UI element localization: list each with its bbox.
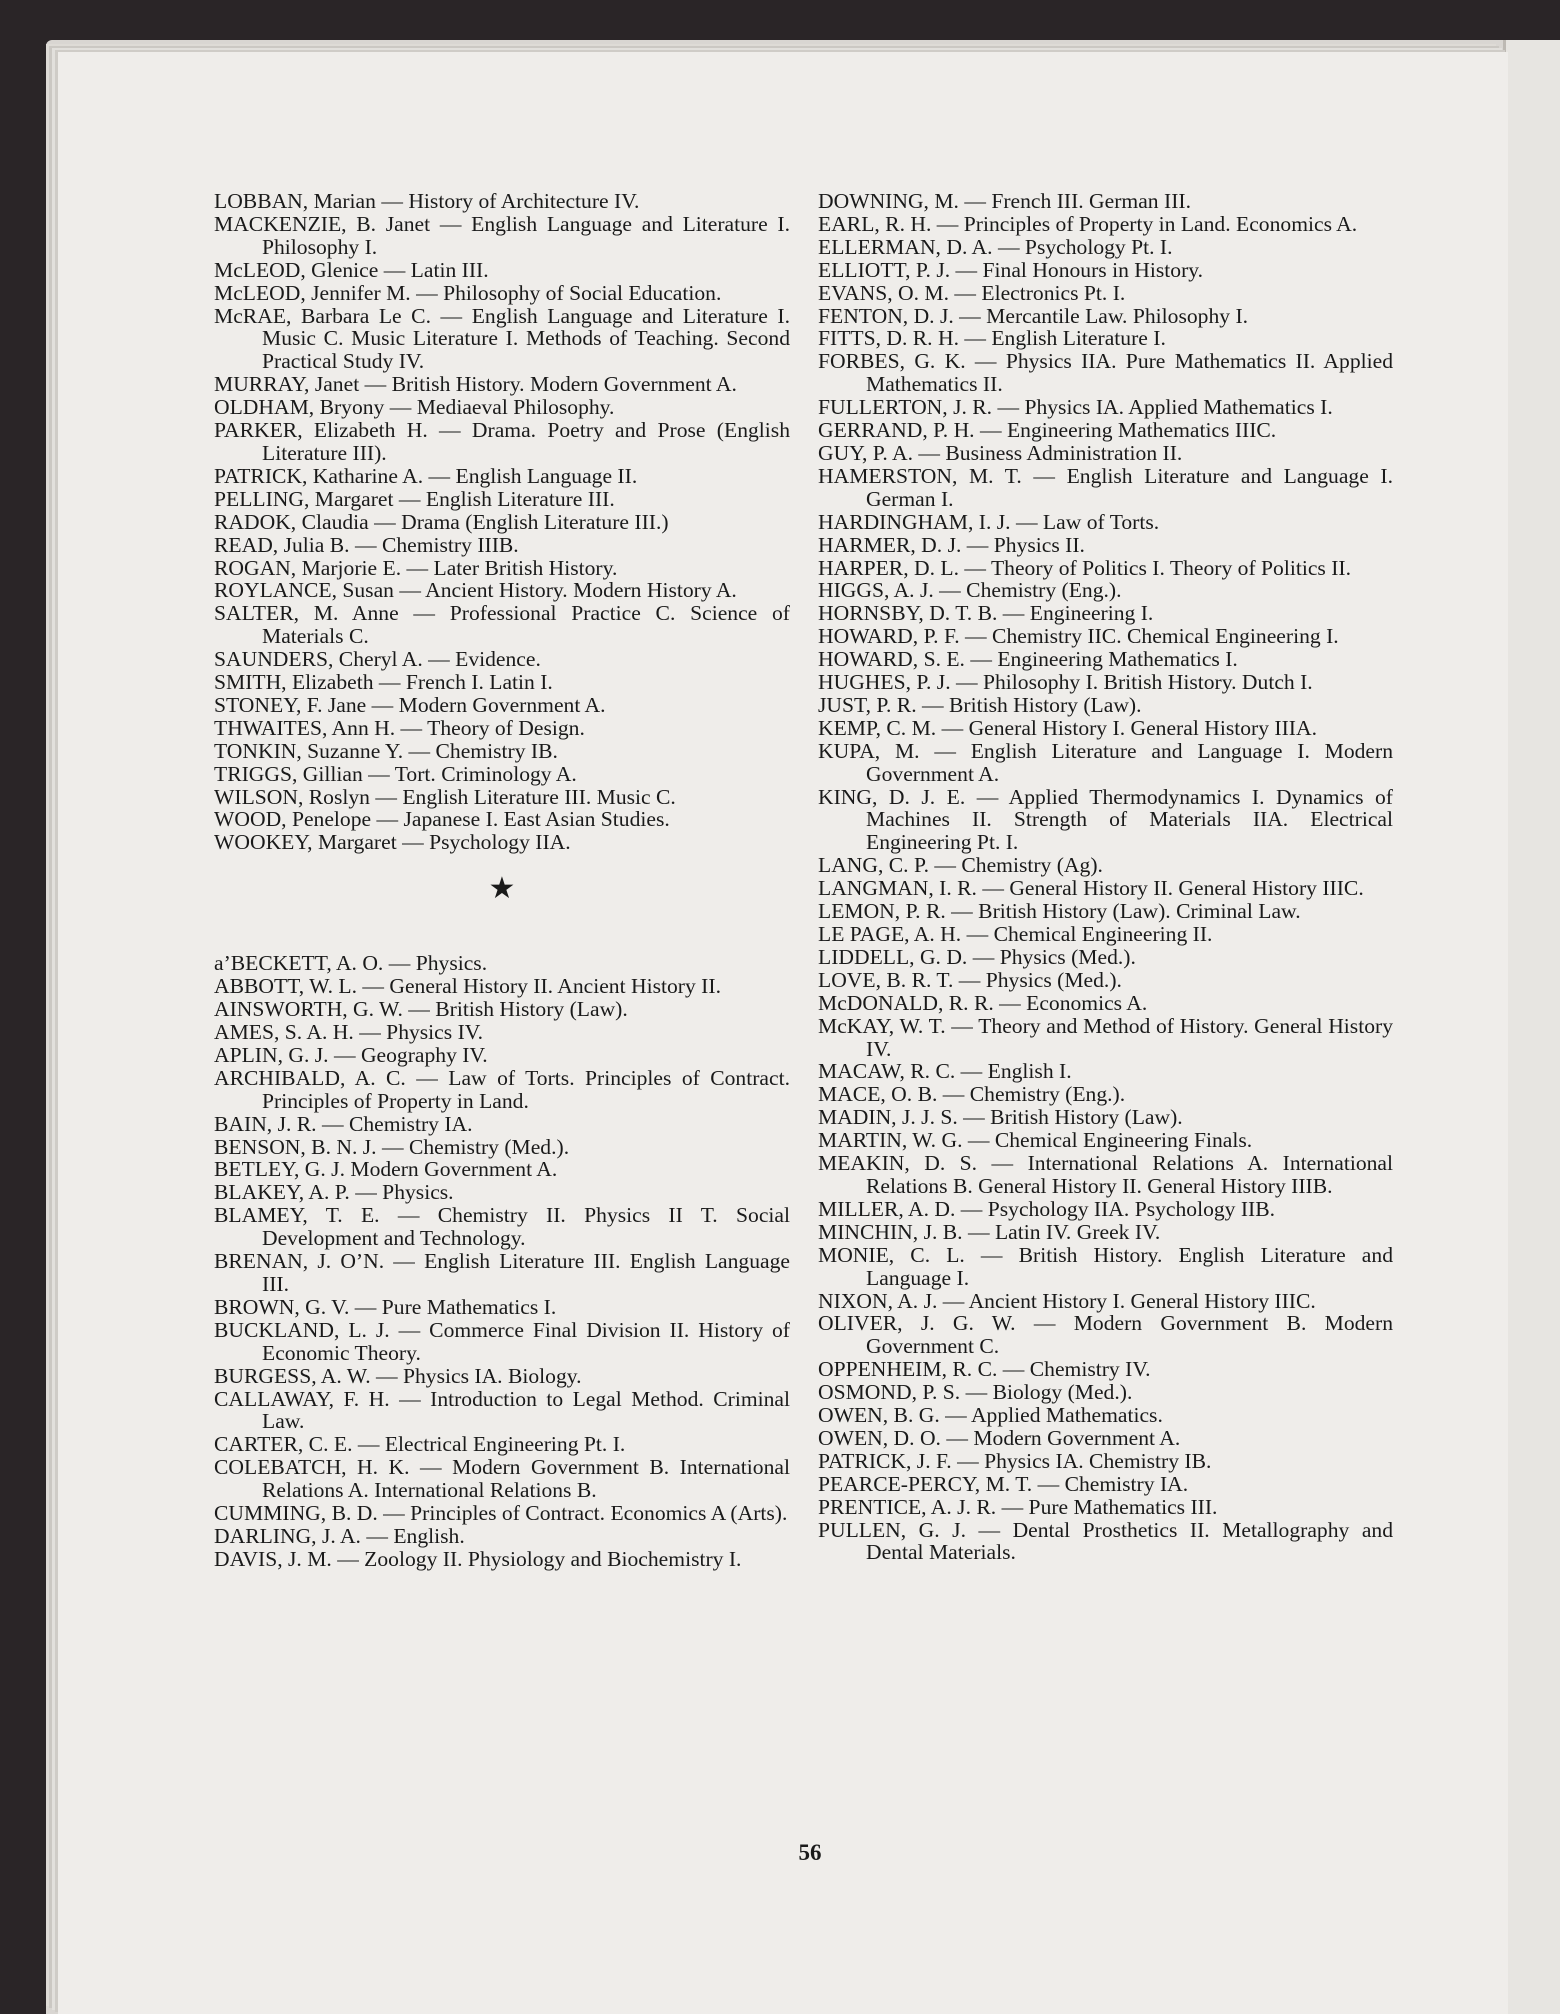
right-column xyxy=(818,190,1393,1564)
list-item: ROGAN, Marjorie E. — Later British History. xyxy=(214,555,618,580)
list-item: LOBBAN, Marian — History of Architecture IV. xyxy=(214,189,640,213)
list-item: MACAW, R. C. — English I. xyxy=(818,1059,1072,1084)
list-item: COLEBATCH, H. K. — Modern Government B. International Relations A. International Relations B. xyxy=(214,1455,790,1503)
left-column xyxy=(214,190,790,1571)
list-item: MACKENZIE, B. Janet — English Language and Literature I. Philosophy I. xyxy=(214,211,790,259)
list-item: EARL, R. H. — Principles of Property in Land. Economics A. xyxy=(818,211,1358,236)
list-item: OWEN, D. O. — Modern Government A. xyxy=(818,1425,1181,1450)
list-item: BURGESS, A. W. — Physics IA. Biology. xyxy=(214,1363,582,1388)
list-item: KUPA, M. — English Literature and Language I. Modern Government A. xyxy=(818,738,1393,786)
list-item: DARLING, J. A. — English. xyxy=(214,1523,465,1548)
list-item: APLIN, G. J. — Geography IV. xyxy=(214,1042,488,1067)
list-item: MADIN, J. J. S. — British History (Law). xyxy=(818,1105,1183,1130)
list-item: JUST, P. R. — British History (Law). xyxy=(818,692,1142,717)
list-item: MILLER, A. D. — Psychology IIA. Psychology IIB. xyxy=(818,1196,1276,1221)
list-item: PULLEN, G. J. — Dental Prosthetics II. Metallography and Dental Materials. xyxy=(818,1517,1393,1565)
list-item: DOWNING, M. — French III. German III. xyxy=(818,189,1191,213)
list-item: HARDINGHAM, I. J. — Law of Torts. xyxy=(818,509,1160,534)
facing-page-edge xyxy=(1503,40,1560,2014)
list-item: FITTS, D. R. H. — English Literature I. xyxy=(818,326,1166,351)
list-item: EVANS, O. M. — Electronics Pt. I. xyxy=(818,280,1126,305)
list-item: MINCHIN, J. B. — Latin IV. Greek IV. xyxy=(818,1219,1161,1244)
list-item: MACE, O. B. — Chemistry (Eng.). xyxy=(818,1082,1126,1107)
list-item: HIGGS, A. J. — Chemistry (Eng.). xyxy=(818,578,1122,603)
list-item: DAVIS, J. M. — Zoology II. Physiology and Biochemistry I. xyxy=(214,1546,742,1571)
list-item: GUY, P. A. — Business Administration II. xyxy=(818,440,1183,465)
list-item: BRENAN, J. O’N. — English Literature III. English Language III. xyxy=(214,1249,790,1296)
list-item: OWEN, B. G. — Applied Mathematics. xyxy=(818,1403,1163,1428)
list-item: NIXON, A. J. — Ancient History I. General History IIIC. xyxy=(818,1288,1316,1313)
list-item: HUGHES, P. J. — Philosophy I. British History. Dutch I. xyxy=(818,670,1313,695)
list-item: PEARCE-PERCY, M. T. — Chemistry IA. xyxy=(818,1471,1189,1496)
list-item: OSMOND, P. S. — Biology (Med.). xyxy=(818,1380,1133,1405)
list-item: HARPER, D. L. — Theory of Politics I. Theory of Politics II. xyxy=(818,555,1352,580)
list-item: READ, Julia B. — Chemistry IIIB. xyxy=(214,532,519,557)
list-item: McDONALD, R. R. — Economics A. xyxy=(818,990,1148,1015)
list-item: ROYLANCE, Susan — Ancient History. Modern History A. xyxy=(214,578,737,603)
list-item: OLIVER, J. G. W. — Modern Government B. Modern Government C. xyxy=(818,1311,1393,1359)
list-item: SALTER, M. Anne — Professional Practice C. Science of Materials C. xyxy=(214,601,790,649)
list-item: FULLERTON, J. R. — Physics IA. Applied Mathematics I. xyxy=(818,395,1333,420)
list-item: AINSWORTH, G. W. — British History (Law). xyxy=(214,997,628,1022)
list-item: LIDDELL, G. D. — Physics (Med.). xyxy=(818,944,1136,969)
list-item: TRIGGS, Gillian — Tort. Criminology A. xyxy=(214,761,577,786)
list-item: WILSON, Roslyn — English Literature III. Music C. xyxy=(214,784,676,809)
list-item: CARTER, C. E. — Electrical Engineering Pt. I. xyxy=(214,1432,626,1457)
list-item: PATRICK, Katharine A. — English Language II. xyxy=(214,463,638,488)
list-item: HAMERSTON, M. T. — English Literature and Language I. German I. xyxy=(818,463,1393,511)
list-item: LE PAGE, A. H. — Chemical Engineering II. xyxy=(818,922,1213,946)
list-item: AMES, S. A. H. — Physics IV. xyxy=(214,1020,483,1044)
list-item: LANG, C. P. — Chemistry (Ag). xyxy=(818,853,1103,878)
page-number: 56 xyxy=(798,1840,822,1865)
list-item: McLEOD, Jennifer M. — Philosophy of Social Education. xyxy=(214,280,722,305)
list-item: THWAITES, Ann H. — Theory of Design. xyxy=(214,715,585,740)
list-item: WOOKEY, Margaret — Psychology IIA. xyxy=(214,830,571,855)
list-item: BAIN, J. R. — Chemistry IA. xyxy=(214,1111,473,1136)
list-item: HOWARD, S. E. — Engineering Mathematics I. xyxy=(818,647,1238,672)
list-item: KEMP, C. M. — General History I. General History IIIA. xyxy=(818,715,1317,740)
list-item: LOVE, B. R. T. — Physics (Med.). xyxy=(818,967,1122,992)
star-separator-icon: ★ xyxy=(488,872,516,906)
list-item: LANGMAN, I. R. — General History II. General History IIIC. xyxy=(818,876,1364,901)
list-item: BETLEY, G. J. Modern Government A. xyxy=(214,1157,558,1182)
list-item: ABBOTT, W. L. — General History II. Ancient History II. xyxy=(214,974,721,999)
list-item: WOOD, Penelope — Japanese I. East Asian Studies. xyxy=(214,807,670,832)
list-item: a’BECKETT, A. O. — Physics. xyxy=(214,951,488,976)
list-item: PELLING, Margaret — English Literature III. xyxy=(214,486,615,511)
list-item: OPPENHEIM, R. C. — Chemistry IV. xyxy=(818,1357,1151,1382)
list-item: GERRAND, P. H. — Engineering Mathematics IIIC. xyxy=(818,418,1277,443)
list-item: BENSON, B. N. J. — Chemistry (Med.). xyxy=(214,1134,570,1159)
list-item: HARMER, D. J. — Physics II. xyxy=(818,532,1085,557)
list-item: PRENTICE, A. J. R. — Pure Mathematics III. xyxy=(818,1494,1218,1519)
list-item: MONIE, C. L. — British History. English Literature and Language I. xyxy=(818,1242,1393,1290)
list-item: MEAKIN, D. S. — International Relations A. International Relations B. General History II. General History IIIB. xyxy=(818,1151,1393,1198)
list-item: PARKER, Elizabeth H. — Drama. Poetry and Prose (English Literature III). xyxy=(214,418,790,465)
list-item: RADOK, Claudia — Drama (English Literature III.) xyxy=(214,509,669,534)
list-item: McRAE, Barbara Le C. — English Language and Literature I. Music C. Music Literature I. Methods of Teaching. Second Practical Study IV. xyxy=(214,303,790,374)
list-item: KING, D. J. E. — Applied Thermodynamics I. Dynamics of Machines II. Strength of Materials IIA. Electrical Engineering Pt. I. xyxy=(818,784,1393,855)
list-item: ELLIOTT, P. J. — Final Honours in History. xyxy=(818,257,1204,282)
list-item: BLAMEY, T. E. — Chemistry II. Physics II T. Social Development and Technology. xyxy=(214,1203,790,1251)
list-item: BLAKEY, A. P. — Physics. xyxy=(214,1180,454,1205)
list-item: ARCHIBALD, A. C. — Law of Torts. Principles of Contract. Principles of Property in Land. xyxy=(214,1065,790,1113)
list-item: BROWN, G. V. — Pure Mathematics I. xyxy=(214,1294,557,1319)
list-item: SMITH, Elizabeth — French I. Latin I. xyxy=(214,670,553,695)
list-item: PATRICK, J. F. — Physics IA. Chemistry IB. xyxy=(818,1448,1212,1473)
list-item: CUMMING, B. D. — Principles of Contract. Economics A (Arts). xyxy=(214,1501,788,1526)
list-item: BUCKLAND, L. J. — Commerce Final Division II. History of Economic Theory. xyxy=(214,1317,790,1365)
list-item: TONKIN, Suzanne Y. — Chemistry IB. xyxy=(214,738,558,763)
list-item: OLDHAM, Bryony — Mediaeval Philosophy. xyxy=(214,395,615,420)
list-item: FENTON, D. J. — Mercantile Law. Philosophy I. xyxy=(818,303,1249,328)
list-item: LEMON, P. R. — British History (Law). Criminal Law. xyxy=(818,899,1301,924)
list-item: McLEOD, Glenice — Latin III. xyxy=(214,257,489,282)
list-item: SAUNDERS, Cheryl A. — Evidence. xyxy=(214,647,541,672)
list-item: McKAY, W. T. — Theory and Method of History. General History IV. xyxy=(818,1013,1393,1061)
list-item: ELLERMAN, D. A. — Psychology Pt. I. xyxy=(818,234,1173,259)
list-item: FORBES, G. K. — Physics IIA. Pure Mathematics II. Applied Mathematics II. xyxy=(818,349,1393,397)
list-item: HORNSBY, D. T. B. — Engineering I. xyxy=(818,601,1154,626)
list-item: STONEY, F. Jane — Modern Government A. xyxy=(214,692,606,717)
list-item: MARTIN, W. G. — Chemical Engineering Finals. xyxy=(818,1128,1253,1153)
list-item: MURRAY, Janet — British History. Modern Government A. xyxy=(214,372,737,397)
list-item: HOWARD, P. F. — Chemistry IIC. Chemical Engineering I. xyxy=(818,624,1339,649)
list-item: CALLAWAY, F. H. — Introduction to Legal Method. Criminal Law. xyxy=(214,1386,790,1434)
